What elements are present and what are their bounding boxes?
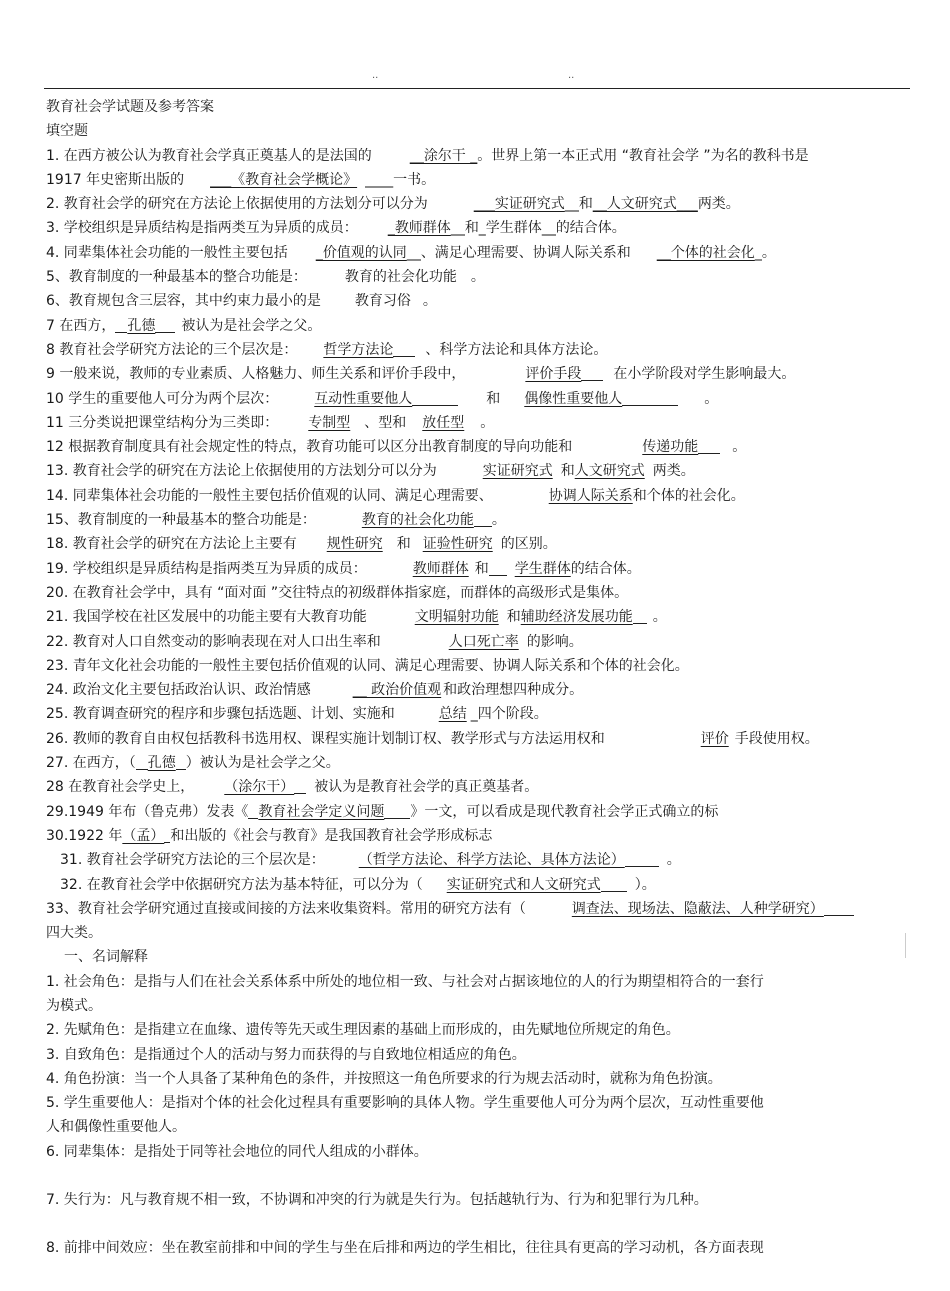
answer: 人口死亡率 (448, 633, 519, 650)
answer: 规性研究 (326, 536, 383, 553)
answer: 教育的社会化功能 (361, 512, 474, 529)
answer: __个体的社会化 (656, 244, 755, 261)
fill-line: 30.1922 年（孟） 和出版的《社会与教育》是我国教育社会学形成标志 (46, 827, 493, 844)
answer: 人文研究式 (574, 463, 645, 480)
term-line: 2. 先赋角色：是指建立在血缘、遗传等先天或生理因素的基础上而形成的，由先赋地位所规定的角色。 (46, 1022, 680, 1039)
answer: 偶像性重要他人 (524, 390, 623, 407)
answer: 调查法、现场法、隐蔽法、人种学研究） (571, 900, 824, 917)
answer: 评价 (700, 730, 729, 747)
document-body (46, 95, 916, 1261)
fill-line: 12 根据教育制度具有社会规定性的特点，教育功能可以区分出教育制度的导向功能和 传递功能 。 (46, 439, 747, 456)
fill-line: 10 学生的重要他人可分为两个层次： 互动性重要他人 和 偶像性重要他人 。 (46, 390, 719, 407)
answer: __人文研究式___ (592, 196, 698, 213)
fill-line: 20. 在教育社会学中，具有 “面对面 ”交往特点的初级群体指家庭，而群体的高级形式是集体。 (46, 584, 629, 601)
blank-line (46, 1164, 916, 1188)
answer: _教师群体 (387, 220, 451, 237)
answer: 实证研究式和人文研究式 (446, 876, 601, 893)
fill-line: 26. 教师的教育自由权包括教科书选用权、课程实施计划制订权、教学形式与方法运用权和 评价 手段使用权。 (46, 730, 819, 747)
document-title: 教育社会学试题及参考答案 (46, 99, 214, 115)
fill-line: 8 教育社会学研究方法论的三个层次是： 哲学方法论 、科学方法论和具体方法论。 (46, 341, 608, 358)
fill-line: 21. 我国学校在社区发展中的功能主要有大教育功能 文明辐射功能 和辅助经济发展功能 。 (46, 609, 667, 626)
fill-line: 22. 教育对人口自然变动的影响表现在对人口出生率和 人口死亡率 的影响。 (46, 633, 583, 650)
answer: 证验性研究 (422, 536, 493, 553)
answer: 孔德 (147, 755, 176, 772)
term-line: 5. 学生重要他人：是指对个体的社会化过程具有重要影响的具体人物。学生重要他人可分为两个层次，互动性重要他 (46, 1095, 764, 1112)
answer: 传递功能 (642, 439, 699, 456)
answer: 教育习俗 (354, 293, 411, 310)
fill-line: 29.1949 年布（鲁克弗）发表《 教育社会学定义问题 》一文，可以看成是现代教育社会学正式确立的标 (46, 803, 719, 820)
header-dots-left: .. (372, 70, 379, 81)
answer: 实证研究式 (482, 463, 553, 480)
fill-line: 19. 学校组织是异质结构是指两类互为异质的成员： 教师群体 和 学生群体的结合体。 (46, 560, 641, 577)
answer: 教育社会学定义问题 (258, 803, 385, 820)
term-line: 为模式。 (46, 997, 102, 1014)
term-line: 3. 自致角色：是指通过个人的活动与努力而获得的与自致地位相适应的角色。 (46, 1046, 526, 1063)
fill-line: 32. 在教育社会学中依据研究方法为基本特征，可以分为（ 实证研究式和人文研究式 ）。 (60, 876, 656, 893)
blank-line (46, 1212, 916, 1236)
term-line: 6. 同辈集体：是指处于同等社会地位的同代人组成的小群体。 (46, 1143, 428, 1160)
fill-line: 13. 教育社会学的研究在方法论上依据使用的方法划分可以分为 实证研究式 和人文研究式 两类。 (46, 463, 695, 480)
answer: 孔德 (127, 317, 156, 334)
answer: 文明辐射功能 (414, 609, 499, 626)
fill-line: 5、教育制度的一种最基本的整合功能是： 教育的社会化功能 。 (46, 269, 485, 286)
answer: ___实证研究式 (473, 196, 565, 213)
fill-line: 四大类。 (46, 925, 102, 942)
answer: （孟） (122, 827, 165, 844)
fill-line: 11 三分类说把课堂结构分为三类即： 专制型 、型和 放任型 。 (46, 414, 495, 431)
answer: __ 政治价值观 (352, 682, 442, 699)
fill-line: 31. 教育社会学研究方法论的三个层次是： （哲学方法论、科学方法论、具体方法论） 。 (60, 852, 681, 869)
fill-line: 9 一般来说，教师的专业素质、人格魅力、师生关系和评价手段中， 评价手段 在小学阶段对学生影响最大。 (46, 366, 796, 383)
margin-mark (905, 933, 906, 958)
fill-line: 3. 学校组织是异质结构是指两类互为异质的成员： _教师群体__和_学生群体__的结合体。 (46, 220, 626, 237)
fill-line: 24. 政治文化主要包括政治认识、政治情感 __ 政治价值观 和政治理想四种成分。 (46, 682, 584, 699)
header-dots-right: .. (568, 70, 575, 81)
answer: 学生群体 (514, 560, 571, 577)
header-rule (44, 88, 910, 89)
fill-line: 27. 在西方，（ 孔德 ）被认为是社会学之父。 (46, 755, 340, 772)
answer: 专制型 (308, 414, 351, 431)
answer: 教育的社会化功能 (344, 269, 457, 286)
answer: 协调人际关系 (548, 487, 633, 504)
answer: ___《教育社会学概论》 (210, 171, 358, 188)
section-heading-terms: 一、名词解释 (64, 949, 148, 966)
term-line: 人和偶像性重要他人。 (46, 1119, 186, 1136)
answer: 教师群体 (412, 560, 469, 577)
answer: 哲学方法论 (323, 341, 394, 358)
answer: 放任型 (422, 414, 465, 431)
answer: （涂尔干） (224, 779, 295, 796)
fill-line: 4. 同辈集体社会功能的一般性主要包括 _价值观的认同__、满足心理需要、协调人际关系和 __个体的社会化_。 (46, 244, 776, 261)
fill-line: 28 在教育社会学史上， （涂尔干） 被认为是教育社会学的真正奠基者。 (46, 779, 539, 796)
fill-line: 6、教育规包含三层容，其中约束力最小的是 教育习俗 。 (46, 293, 437, 310)
term-line: 4. 角色扮演：当一个人具备了某种角色的条件，并按照这一角色所要求的行为规去活动时，就称为角色扮演。 (46, 1070, 722, 1087)
answer: 互动性重要他人 (314, 390, 413, 407)
term-line: 1. 社会角色：是指与人们在社会关系体系中所处的地位相一致、与社会对占据该地位的人的行为期望相符合的一套行 (46, 973, 764, 990)
fill-line: 23. 青年文化社会功能的一般性主要包括价值观的认同、满足心理需要、协调人际关系和个体的社会化。 (46, 657, 689, 674)
section-heading-fill: 填空题 (46, 123, 88, 140)
page-header-dots (0, 70, 950, 84)
fill-line: 7 在西方， 孔德 被认为是社会学之父。 (46, 317, 322, 334)
term-line: 7. 失行为：凡与教育规不相一致，不协调和冲突的行为就是失行为。包括越轨行为、行为和犯罪行为几种。 (46, 1192, 708, 1209)
answer: 评价手段 (525, 366, 582, 383)
fill-line: 33、教育社会学研究通过直接或间接的方法来收集资料。常用的研究方法有（ 调查法、现场法、隐蔽法、人种学研究） (46, 897, 916, 921)
answer: 总结 (438, 706, 467, 723)
fill-line: 1. 在西方被公认为教育社会学真正奠基人的是法国的 __涂尔干 _。世界上第一本正式用 “教育社会学 ”为名的教科书是 (46, 147, 809, 164)
fill-line: 15、教育制度的一种最基本的整合功能是： 教育的社会化功能 。 (46, 512, 506, 529)
answer: 辅助经济发展功能 (520, 609, 633, 626)
answer: __涂尔干 _ (409, 147, 478, 164)
answer: _价值观的认同 (315, 244, 407, 261)
fill-line: 25. 教育调查研究的程序和步骤包括选题、计划、实施和 总结 _四个阶段。 (46, 706, 548, 723)
fill-line: 14. 同辈集体社会功能的一般性主要包括价值观的认同、满足心理需要、 协调人际关系和个体的社会化。 (46, 487, 745, 504)
term-line: 8. 前排中间效应：坐在教室前排和中间的学生与坐在后排和两边的学生相比，往往具有更高的学习动机，各方面表现 (46, 1240, 764, 1257)
answer: （哲学方法论、科学方法论、具体方法论） (358, 852, 625, 869)
fill-line: 1917 年史密斯出版的 ___《教育社会学概论》 ____一书。 (46, 171, 436, 188)
fill-line: 2. 教育社会学的研究在方法论上依据使用的方法划分可以分为 ___实证研究式__和__人文研究式___两类。 (46, 196, 740, 213)
fill-line: 18. 教育社会学的研究在方法论上主要有 规性研究 和 证验性研究 的区别。 (46, 536, 557, 553)
